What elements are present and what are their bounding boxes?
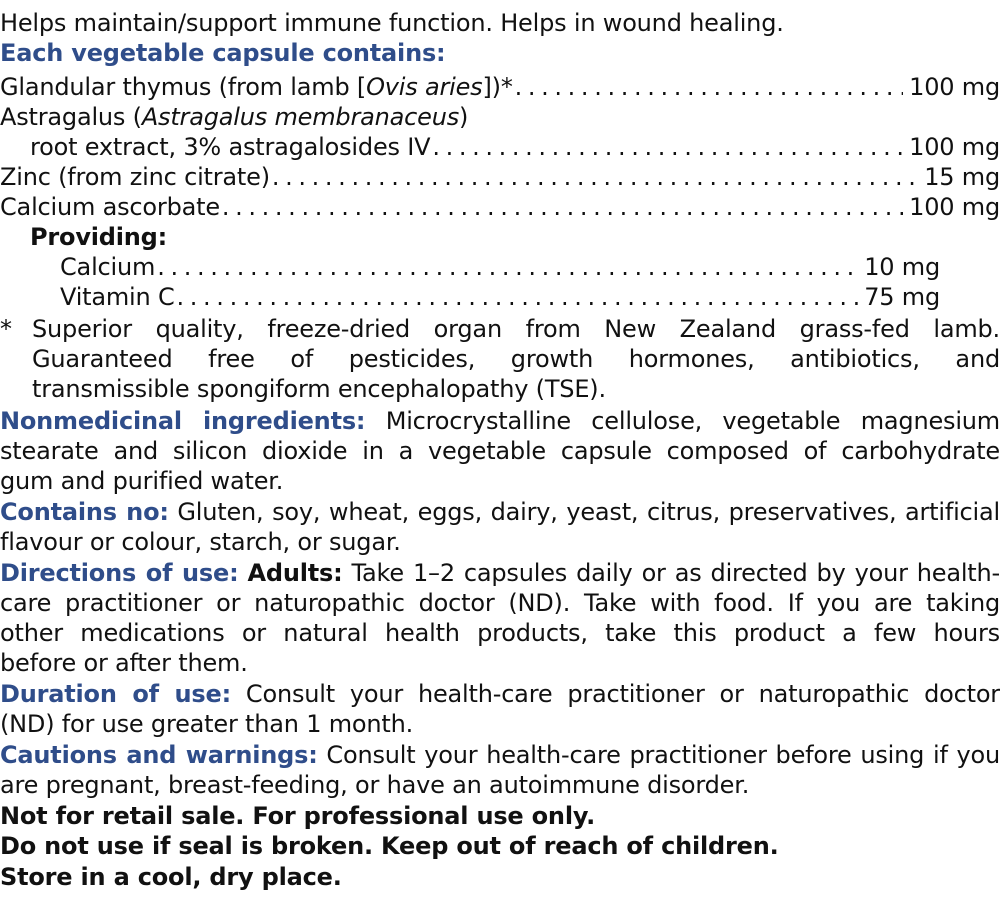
cautions-heading: Cautions and warnings:: [0, 741, 318, 769]
label-part: ])*: [482, 73, 513, 101]
ingredient-label: Zinc (from zinc citrate): [0, 163, 270, 191]
ingredient-astragalus: [0, 102, 1000, 132]
duration-heading: Duration of use:: [0, 680, 231, 708]
ingredient-thymus: [0, 72, 1000, 102]
cautions-line: [0, 740, 1000, 770]
ingredient-label: root extract, 3% astragalosides IV: [30, 133, 431, 161]
duration-line: [0, 679, 1000, 709]
intro-text: Helps maintain/support immune function. Helps in wound healing.: [0, 9, 784, 37]
latin-name: Ovis aries: [366, 73, 483, 101]
ingredient-amount: 100 mg: [909, 73, 1000, 101]
footnote-line: transmissible spongiform encephalopathy (TSE).: [32, 375, 606, 403]
ingredient-amount: 10 mg: [864, 253, 940, 281]
nonmedicinal-line: [0, 406, 1000, 436]
asterisk: *: [0, 315, 12, 343]
directions-line: before or after them.: [0, 649, 248, 677]
providing-heading: Providing:: [30, 223, 168, 251]
adults-label: Adults:: [247, 559, 343, 587]
latin-name: Astragalus membranaceus: [141, 103, 460, 131]
label-part: Glandular thymus (from lamb [: [0, 73, 367, 101]
directions-line: care practitioner or naturopathic doctor (ND). Take with food. If you are taking: [0, 589, 1000, 617]
dot-leader: [515, 72, 904, 102]
duration-text: Consult your health-care practitioner or naturopathic doctor: [245, 680, 1000, 708]
contains-no-heading: Contains no:: [0, 498, 169, 526]
cautions-text: Consult your health-care practitioner before using if you: [326, 741, 1000, 769]
ingredient-calcium: [0, 252, 940, 282]
ingredient-amount: 75 mg: [864, 283, 940, 311]
ingredient-amount: 100 mg: [909, 193, 1000, 221]
ingredient-calcium-ascorbate: [0, 192, 1000, 222]
ingredient-vitamin-c: [0, 282, 940, 312]
retail-notice: Not for retail sale. For professional use only.: [0, 802, 596, 830]
contains-no-line: flavour or colour, starch, or sugar.: [0, 528, 401, 556]
directions-line: [0, 558, 1000, 588]
dot-leader: [222, 192, 903, 222]
nonmedicinal-line: stearate and silicon dioxide in a vegetable capsule composed of carbohydrate: [0, 437, 1000, 465]
capsule-heading: Each vegetable capsule contains:: [0, 39, 446, 67]
duration-line: (ND) for use greater than 1 month.: [0, 710, 414, 738]
dot-leader: [272, 162, 918, 192]
ingredient-label: [0, 72, 513, 102]
label-part: Astragalus (: [0, 103, 142, 131]
cautions-line: are pregnant, breast-feeding, or have an autoimmune disorder.: [0, 771, 750, 799]
ingredient-label: Calcium ascorbate: [0, 193, 220, 221]
seal-warning: Do not use if seal is broken. Keep out of reach of children.: [0, 832, 779, 860]
ingredient-label: Calcium: [60, 253, 156, 281]
ingredient-amount: 100 mg: [909, 133, 1000, 161]
directions-heading: Directions of use:: [0, 559, 239, 587]
storage-notice: Store in a cool, dry place.: [0, 863, 342, 891]
ingredient-amount: 15 mg: [924, 163, 1000, 191]
ingredient-zinc: [0, 162, 1000, 192]
footnote-line: Guaranteed free of pesticides, growth hormones, antibiotics, and: [32, 345, 1000, 373]
contains-no-line: [0, 497, 1000, 527]
directions-line: other medications or natural health products, take this product a few hours: [0, 619, 1000, 647]
ingredient-label: Vitamin C: [60, 283, 175, 311]
directions-text: Take 1–2 capsules daily or as directed by your health-: [351, 559, 1000, 587]
contains-no-text: Gluten, soy, wheat, eggs, dairy, yeast, citrus, preservatives, artificial: [177, 498, 1000, 526]
nonmedicinal-text: Microcrystalline cellulose, vegetable magnesium: [385, 407, 1000, 435]
dot-leader: [177, 282, 859, 312]
nonmedicinal-line: gum and purified water.: [0, 467, 284, 495]
dot-leader: [432, 132, 903, 162]
label-part: ): [459, 103, 469, 131]
dot-leader: [157, 252, 858, 282]
nonmedicinal-heading: Nonmedicinal ingredients:: [0, 407, 366, 435]
ingredient-astragalus-extract: [0, 132, 1000, 162]
footnote-line: Superior quality, freeze-dried organ from New Zealand grass-fed lamb.: [32, 315, 1000, 343]
